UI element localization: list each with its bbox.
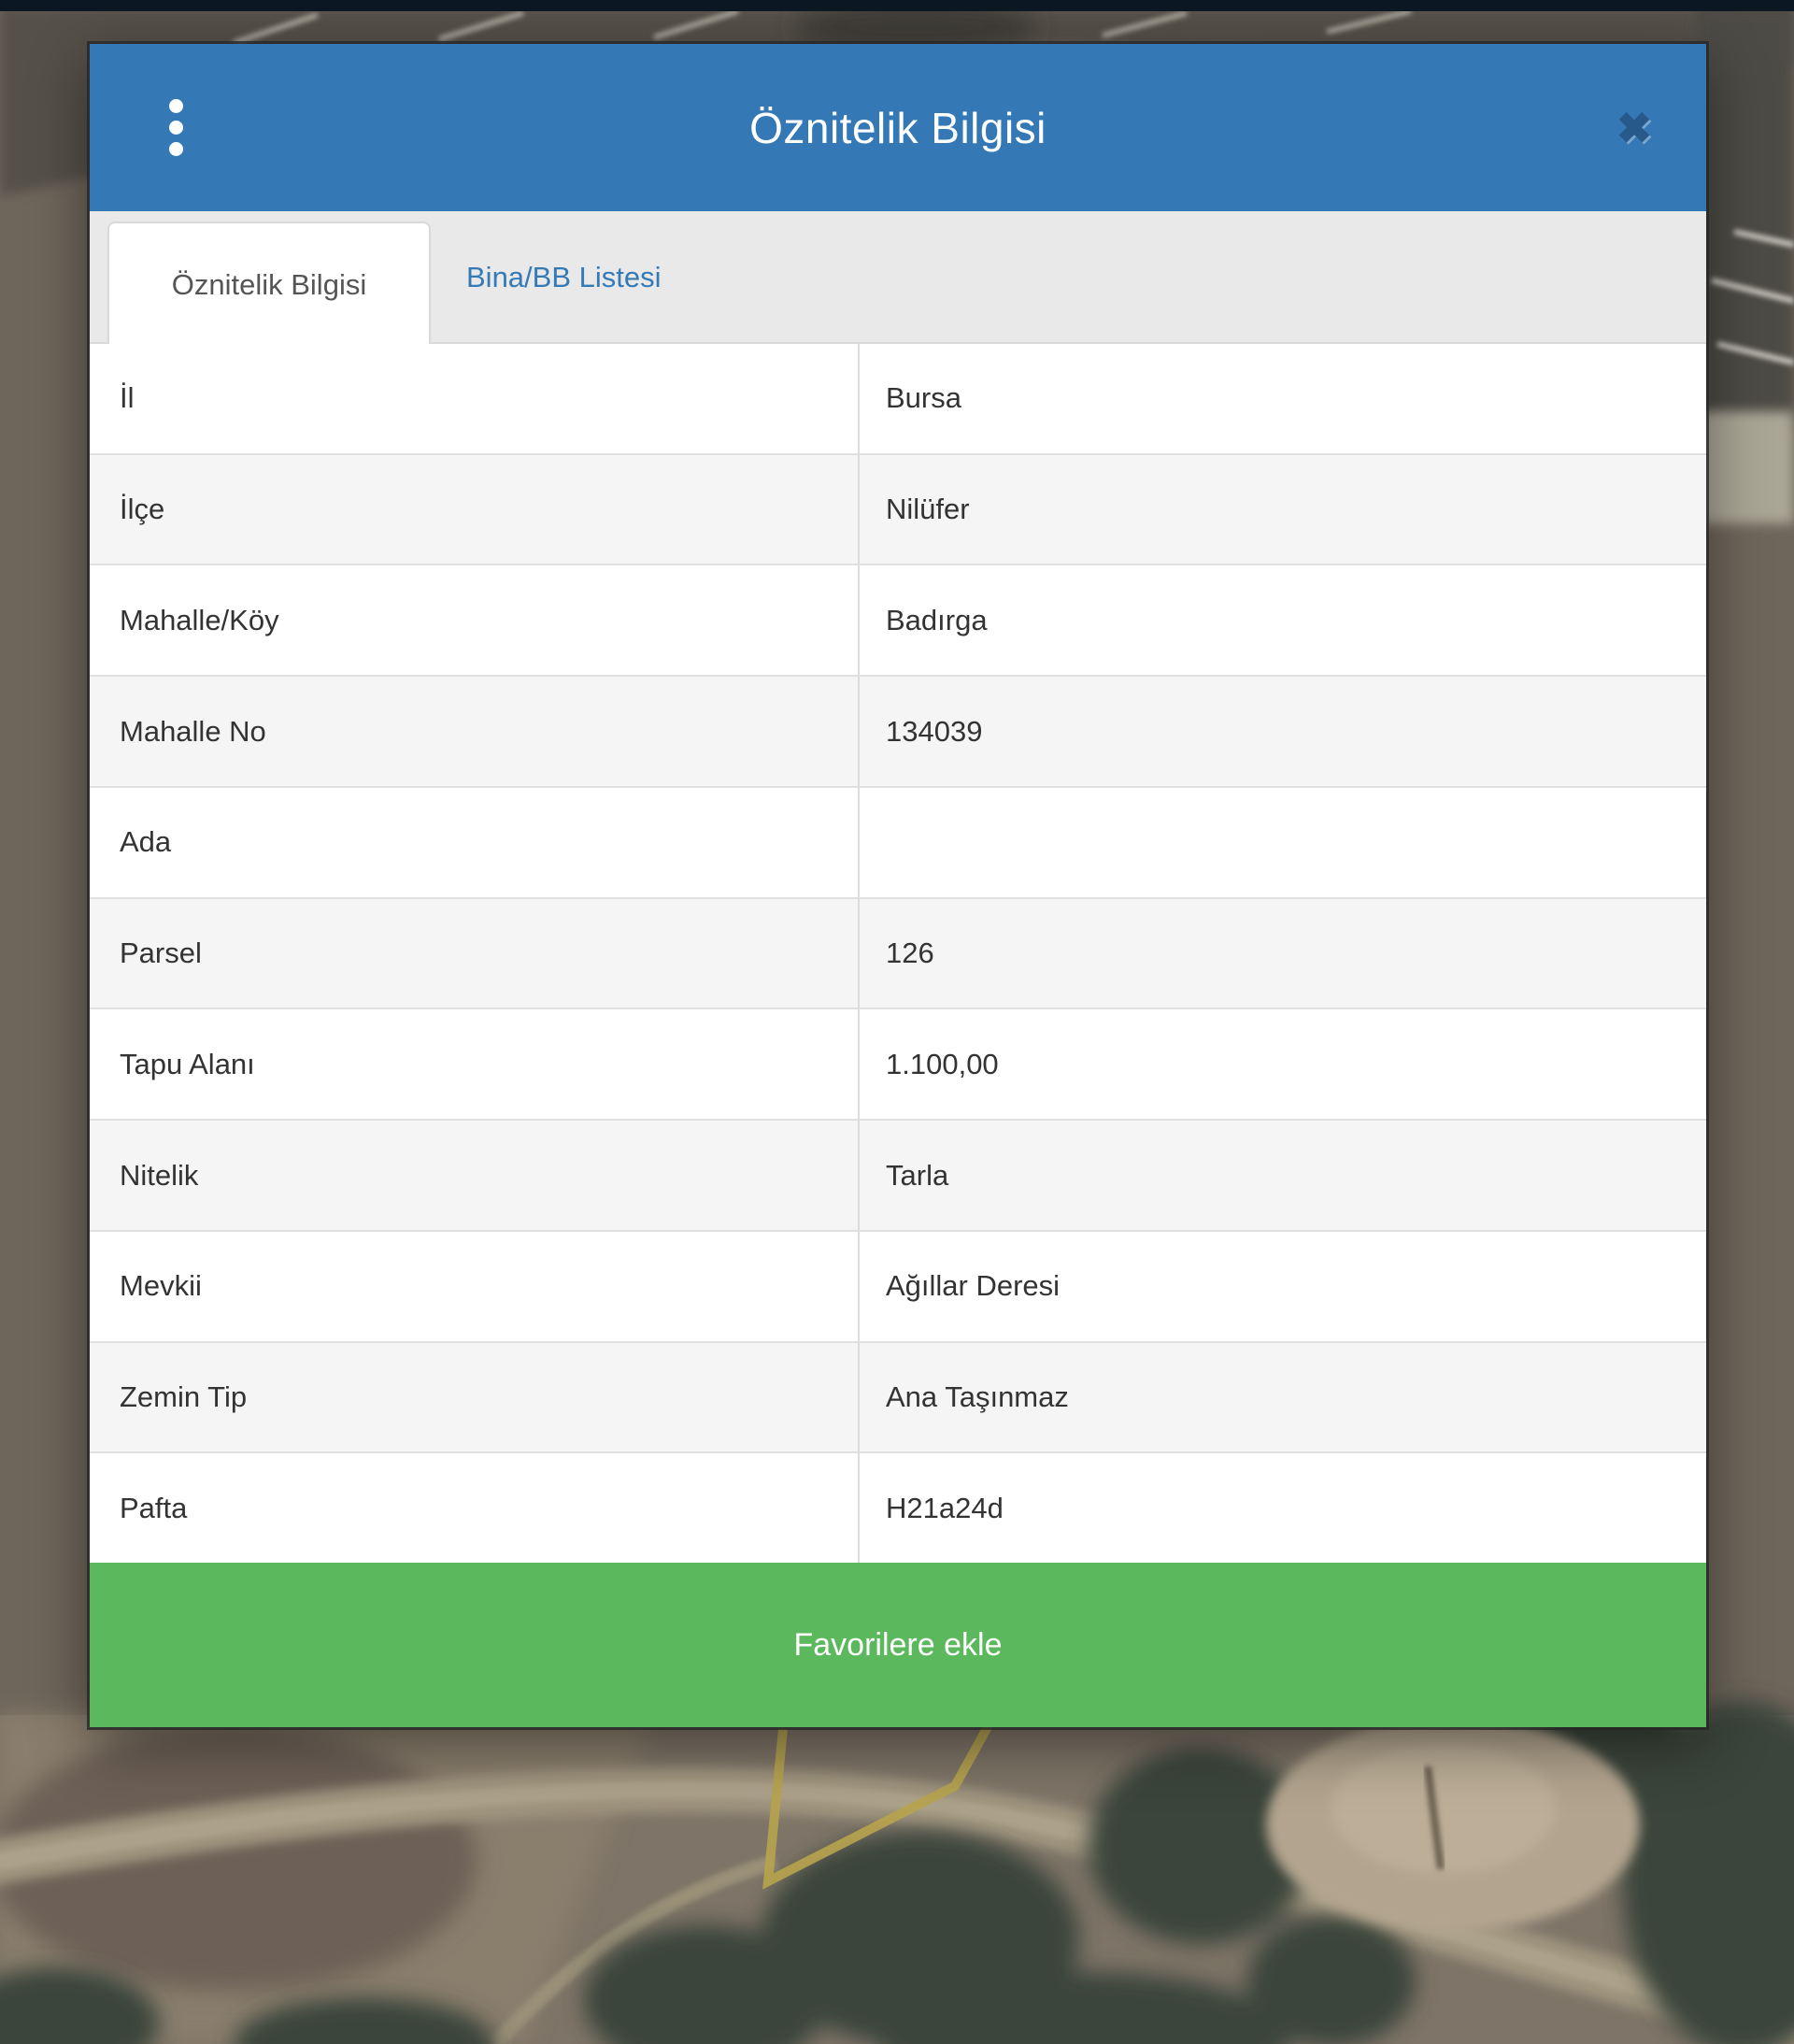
row-label: İlçe — [90, 455, 860, 565]
add-to-favorites-button[interactable]: Favorilere ekle — [90, 1563, 1706, 1727]
row-label: Parsel — [90, 899, 860, 1008]
row-value: 134039 — [886, 714, 983, 748]
table-row — [90, 677, 1706, 788]
modal-title: Öznitelik Bilgisi — [749, 103, 1046, 152]
row-label: Mevkii — [90, 1232, 860, 1341]
row-label: İl — [90, 344, 860, 453]
row-value: Badırga — [886, 603, 988, 636]
table-row — [90, 565, 1706, 677]
table-row — [90, 899, 1706, 1010]
tab-oznitelik-bilgisi[interactable] — [107, 222, 431, 346]
table-row — [90, 1343, 1706, 1454]
tab-label: Öznitelik Bilgisi — [171, 267, 367, 301]
table-row — [90, 1453, 1706, 1563]
row-value: Ağıllar Deresi — [886, 1269, 1061, 1303]
row-label: Mahalle/Köy — [90, 565, 860, 675]
row-label: Mahalle No — [90, 677, 860, 786]
row-value: Bursa — [886, 381, 961, 415]
tab-bar — [90, 211, 1706, 344]
row-label: Pafta — [90, 1453, 860, 1563]
row-label: Nitelik — [90, 1121, 860, 1230]
close-icon: ✖ — [1616, 103, 1653, 152]
row-value: Ana Taşınmaz — [886, 1379, 1069, 1413]
row-value: H21a24d — [886, 1491, 1004, 1524]
table-row — [90, 455, 1706, 566]
top-bar — [0, 0, 1794, 11]
table-row — [90, 1232, 1706, 1343]
row-value — [860, 788, 1706, 897]
tab-label: Bina/BB Listesi — [466, 261, 662, 293]
row-value: Nilüfer — [886, 493, 970, 526]
row-label: Zemin Tip — [90, 1343, 860, 1452]
table-row — [90, 344, 1706, 455]
tab-bina-bb-listesi[interactable] — [466, 211, 662, 344]
attribute-table — [90, 344, 1706, 1563]
table-row — [90, 1009, 1706, 1121]
row-label: Ada — [90, 788, 860, 897]
row-label: Tapu Alanı — [90, 1009, 860, 1119]
attribute-info-modal — [90, 44, 1706, 1727]
table-row — [90, 1121, 1706, 1232]
modal-header — [90, 44, 1706, 211]
row-value: Tarla — [886, 1158, 949, 1192]
row-value: 1.100,00 — [886, 1047, 999, 1080]
row-value: 126 — [886, 936, 934, 970]
close-button[interactable] — [1602, 44, 1667, 211]
table-row — [90, 788, 1706, 899]
